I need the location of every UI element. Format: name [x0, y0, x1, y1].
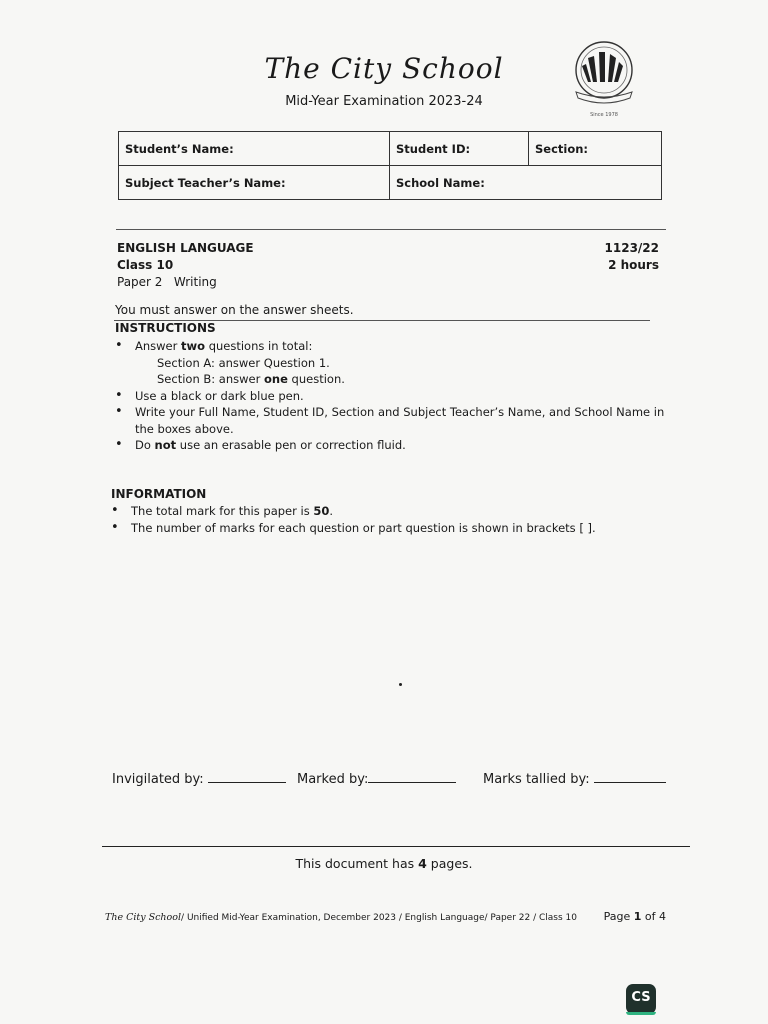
marked-by[interactable]: Marked by: — [297, 770, 456, 787]
information-section — [111, 487, 671, 536]
instruction-item: • Answer two questions in total: Section A: answer Question 1. Section B: answer one question. — [115, 338, 675, 388]
subject-name: ENGLISH LANGUAGE — [117, 241, 254, 255]
school-title: The City School — [264, 52, 504, 85]
stray-dot — [399, 683, 402, 686]
student-name-field[interactable]: Student’s Name: — [119, 132, 390, 166]
information-heading: INFORMATION — [111, 487, 207, 501]
page-count-note: This document has 4 pages. — [295, 856, 473, 871]
student-id-field[interactable]: Student ID: — [390, 132, 529, 166]
section-a-note: Section A: answer Question 1. — [157, 355, 330, 370]
class-label: Class 10 — [117, 258, 174, 272]
paper-code: 1123/22 — [604, 241, 659, 255]
paper-duration: 2 hours — [608, 258, 659, 272]
instruction-item: • Do not use an erasable pen or correction fluid. — [115, 437, 675, 454]
instructions-section — [115, 321, 675, 454]
exam-title: Mid-Year Examination 2023-24 — [285, 94, 483, 109]
paper-meta — [560, 240, 659, 274]
instruction-item: • Use a black or dark blue pen. — [115, 388, 675, 405]
page-number: Page 1 of 4 — [603, 910, 666, 923]
footer-divider — [102, 846, 690, 847]
marks-tallied-by[interactable]: Marks tallied by: — [483, 770, 666, 787]
information-item: • The total mark for this paper is 50. — [111, 503, 671, 520]
school-name-field[interactable]: School Name: — [390, 166, 662, 200]
section-field[interactable]: Section: — [529, 132, 662, 166]
subject-teacher-field[interactable]: Subject Teacher’s Name: — [119, 166, 390, 200]
subject-block — [117, 240, 254, 291]
logo-caption: Since 1978 — [590, 112, 618, 118]
information-item: • The number of marks for each question or part question is shown in brackets [ ]. — [111, 520, 671, 537]
camscanner-badge-bar — [626, 1012, 656, 1015]
header-divider — [116, 229, 666, 230]
school-crest-logo — [566, 36, 642, 120]
footer-text: The City School/ Unified Mid-Year Examination, December 2023 / English Language/ Paper 22 / Class 10 — [105, 912, 577, 923]
answer-sheet-note: You must answer on the answer sheets. — [115, 303, 354, 317]
invigilated-by[interactable]: Invigilated by: — [112, 770, 286, 787]
student-info-table — [118, 131, 662, 200]
instructions-heading: INSTRUCTIONS — [115, 321, 216, 335]
camscanner-badge-icon: CS — [626, 984, 656, 1014]
instruction-item: • Write your Full Name, Student ID, Section and Subject Teacher’s Name, and School Name in the boxes above. — [115, 404, 675, 437]
section-b-note: Section B: answer one question. — [157, 372, 345, 386]
paper-label: Paper 2 Writing — [117, 275, 217, 289]
